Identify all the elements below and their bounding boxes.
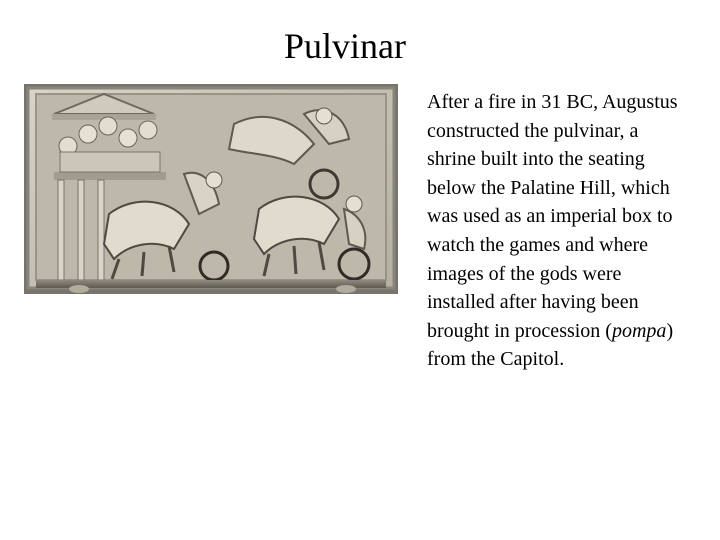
body-text-part1: After a fire in 31 BC, Augustus constructed the pulvinar, a shrine built into the seating below the Palatine Hill, which was used as an imperial box to watch the games and where images of the gods were installed after having been brought in procession ( <box>427 91 678 342</box>
body-paragraph <box>427 88 689 374</box>
relief-carving-image <box>24 84 398 294</box>
slide-title: Pulvinar <box>284 26 406 66</box>
body-text-italic: pompa <box>611 319 667 342</box>
body-text-part2: ) from the Capitol. <box>427 319 674 371</box>
